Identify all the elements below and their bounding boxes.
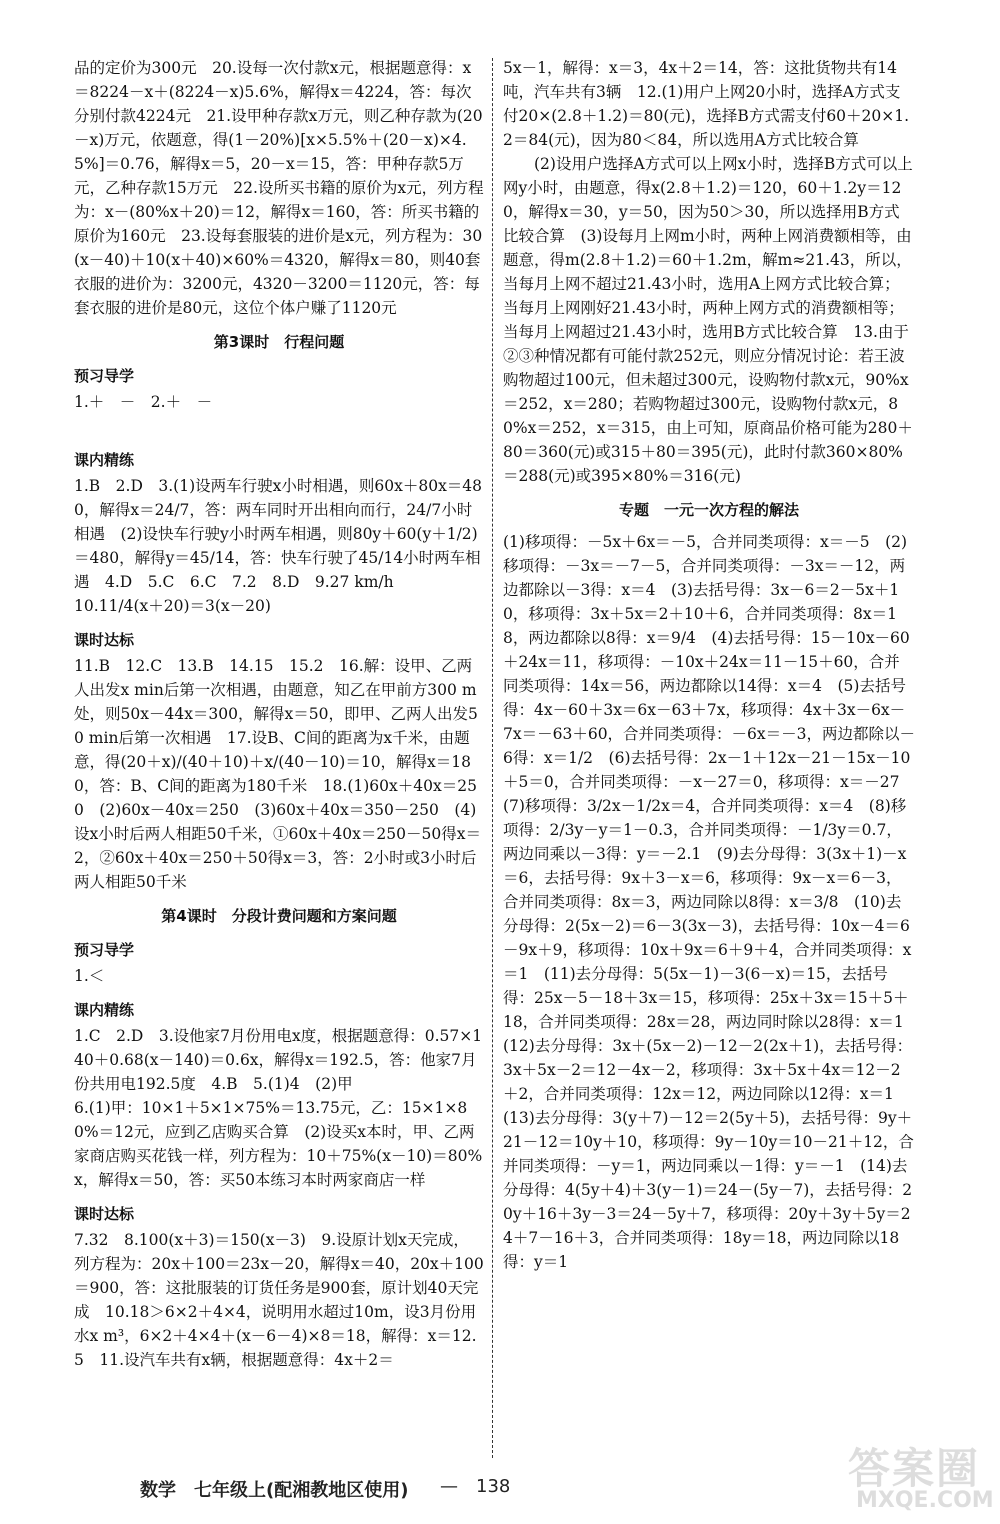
- yuxi-answers: 1.＋ － 2.＋ －: [74, 393, 213, 411]
- right-paragraph-2: (2)设用户选择A方式可以上网x小时，选择B方式可以上网y小时，由题意，得x(2.8＋1.2)＝120，60＋1.2y＝120，解得x＝30，y＝50，因为50＞30，所以选择用B方式比较合算 (3)设每月上网m小时，两种上网消费额相等，由题意，得m(2.8＋1.2)＝60＋1.2m，解m≈21.43，所以，当每月上网不超过21.43小时，选用A上网方式比较合算；当每月上网刚好21.43小时，两种上网方式的消费额相等；当每月上网超过21.43小时，选用B方式比较合算 13.由于②③种情况都有可能付款252元，则应分情况讨论：若王波购物超过100元，但未超过300元，设购物付款x元，90%x＝252，x＝280；若购物超过300元，设购物付款x元，80%x＝252，x＝315，由上可知，原商品价格可能为280＋80＝360(元)或315＋80＝395(元)，此时付款360×80%＝288(元)或395×80%＝316(元): [503, 155, 913, 485]
- book-title: 数学 七年级上(配湘教地区使用): [140, 1480, 409, 1501]
- spacer: [74, 414, 484, 438]
- section-4-title: 第4课时 分段计费问题和方案问题: [161, 907, 397, 925]
- page-footer: [140, 1476, 740, 1506]
- footer-dash: —: [440, 1476, 458, 1497]
- kenei-answers-2: 1.C 2.D 3.设他家7月份用电x度，根据题意得：0.57×140＋0.68(x－140)＝0.6x，解得x＝192.5，答：他家7月份共用电192.5度 4.B 5.(1)4 (2)甲: [74, 1027, 483, 1093]
- right-column: [503, 56, 920, 1461]
- keshi-dabiao-label: 课时达标: [74, 631, 135, 649]
- yuxi-answers-2: 1.＜: [74, 967, 105, 985]
- left-paragraph-1: 品的定价为300元 20.设每一次付款x元，根据题意得：x＝8224－x＋(8224－x)5.6%，解得x＝4224，答：每次分别付款4224元 21.设甲种存款x万元，则乙种存款为(20－x)万元，依题意，得(1－20%)[x×5.5%＋(20－x)×4.5%]＝0.76，解得x＝5，20－x＝15，答：甲种存款5万元，乙种存款15万元 22.设所买书籍的原价为x元，列方程为：x－(80%x＋20)＝12，解得x＝160，答：所买书籍的原价为160元 23.设每套服装的进价是x元，列方程为：30(x－40)＋10(x＋40)×60%＝4320，解得x＝80，则40套衣服的进价为：3200元，4320－3200＝1120元，答：每套衣服的进价是80元，这位个体户赚了1120元: [74, 59, 484, 317]
- kenei-jinglian-label: 课内精练: [74, 451, 135, 469]
- kenei-answers: 1.B 2.D 3.(1)设两车行驶x小时相遇，则60x＋80x＝480，解得x＝24/7，答：两车同时开出相向而行，24/7小时相遇 (2)设快车行驶y小时两车相遇，则80y＋60(y＋1/2)＝480，解得y＝45/14，答：快车行驶了45/14小时两车相遇 4.D 5.C 6.C 7.2 8.D 9.27 km/h: [74, 477, 483, 591]
- kenei-answers-2b: 6.(1)甲：10×1＋5×1×75%＝13.75元，乙：15×1×80%＝12元，应到乙店购买合算 (2)设买x本时，甲、乙两家商店购买花钱一样，列方程为：10＋75%(x－10)＝80%x，解得x＝50，答：买50本练习本时两家商店一样: [74, 1099, 483, 1189]
- keshi-dabiao-label-2: 课时达标: [74, 1205, 135, 1223]
- topic-title: 专题 一元一次方程的解法: [618, 501, 799, 519]
- page-number: 138: [476, 1476, 511, 1497]
- dabiao-answers: 11.B 12.C 13.B 14.15 15.2 16.解：设甲、乙两人出发x min后第一次相遇，由题意，知乙在甲前方300 m处，则50x－44x＝300，解得x＝50，即甲、乙两人出发50 min后第一次相遇 17.设B、C间的距离为x千米，由题意，得(20＋x)/(40＋10)＋x/(40－10)＝10，解得x＝180，答：B、C间的距离为180千米 18.(1)60x＋40x＝250 (2)60x－40x＝250 (3)60x＋40x＝350－250 (4)设x小时后两人相距50千米，①60x＋40x＝250－50得x＝2，②60x＋40x＝250＋50得x＝3，答：2小时或3小时后两人相距50千米: [74, 657, 481, 891]
- watermark-text: 答案圈: [848, 1444, 981, 1493]
- right-paragraph-1: 5x－1，解得：x＝3，4x＋2＝14，答：这批货物共有14吨，汽车共有3辆 12.(1)用户上网20小时，选择A方式支付20×(2.8＋1.2)＝80(元)，选择B方式需支付60＋20×1.2＝84(元)，因为80＜84，所以选用A方式比较合算: [503, 59, 910, 149]
- kenei-equation: 10.11/4(x＋20)＝3(x－20): [74, 597, 271, 615]
- kenei-jinglian-label-2: 课内精练: [74, 1001, 135, 1019]
- dabiao-answers-2: 7.32 8.100(x＋3)＝150(x－3) 9.设原计划x天完成，列方程为：20x＋100＝23x－20，解得x＝40，20x＋100＝900，答：这批服装的订货任务是900套，原计划40天完成 10.18＞6×2＋4×4，说明用水超过10m，设3月份用水x m³，6×2＋4×4＋(x－6－4)×8＝18，解得：x＝12.5 11.设汽车共有x辆，根据题意得：4x＋2＝: [74, 1231, 484, 1369]
- section-3-title: 第3课时 行程问题: [213, 333, 345, 351]
- left-column: [74, 56, 484, 1461]
- column-divider: [492, 58, 493, 1458]
- topic-solutions: (1)移项得：－5x＋6x＝－5，合并同类项得：x＝－5 (2)移项得：－3x＝－7－5，合并同类项得：－3x＝－12，两边都除以－3得：x＝4 (3)去括号得：3x－6＝2－5x＋10，移项得：3x＋5x＝2＋10＋6，合并同类项得：8x＝18，两边都除以8得：x＝9/4 (4)去括号得：15－10x－60＋24x＝11，移项得：－10x＋24x＝11－15＋60，合并同类项得：14x＝56，两边都除以14得：x＝4 (5)去括号得：4x－60＋3x＝6x－63＋7x，移项得：4x＋3x－6x－7x＝－63＋60，合并同类项得：－6x＝－3，两边都除以－6得：x＝1/2 (6)去括号得：2x－1＋12x－21－15x－10＋5＝0，合并同类项得：－x－27＝0，移项得：x＝－27 (7)移项得：3/2x－1/2x＝4，合并同类项得：x＝4 (8)移项得：2/3y－y＝1－0.3，合并同类项得：－1/3y＝0.7，两边同乘以－3得：y＝－2.1 (9)去分母得：3(3x＋1)－x＝6，去括号得：9x＋3－x＝6，移项得：9x－x＝6－3，合并同类项得：8x＝3，两边同除以8得：x＝3/8 (10)去分母得：2(5x－2)＝6－3(3x－3)，去括号得：10x－4＝6－9x＋9，移项得：10x＋9x＝6＋9＋4，合并同类项得：x＝1 (11)去分母得：5(5x－1)－3(6－x)＝15，去括号得：25x－5－18＋3x＝15，移项得：25x＋3x＝15＋5＋18，合并同类项得：28x＝28，两边同时除以28得：x＝1 (12)去分母得：3x＋(5x－2)－12－2(2x＋1)，去括号得：3x＋5x－2＝12－4x－2，移项得：3x＋5x＋4x＝12－2＋2，合并同类项得：12x＝12，两边同除以12得：x＝1 (13)去分母得：3(y＋7)－12＝2(5y＋5)，去括号得：9y＋21－12＝10y＋10，移项得：9y－10y＝10－21＋12，合并同类项得：－y＝1，两边同乘以－1得：y＝－1 (14)去分母得：4(5y＋4)＋3(y－1)＝24－(5y－7)，去括号得：20y＋16＋3y－3＝24－5y＋7，移项得：20y＋3y＋5y＝24＋7－16＋3，合并同类项得：18y＝18，两边同除以18得：y＝1: [503, 533, 920, 1271]
- watermark-domain: MXQE.COM: [856, 1488, 994, 1513]
- yuxi-daoxue-label-2: 预习导学: [74, 941, 135, 959]
- watermark-logo: [840, 1430, 994, 1520]
- yuxi-daoxue-label: 预习导学: [74, 367, 135, 385]
